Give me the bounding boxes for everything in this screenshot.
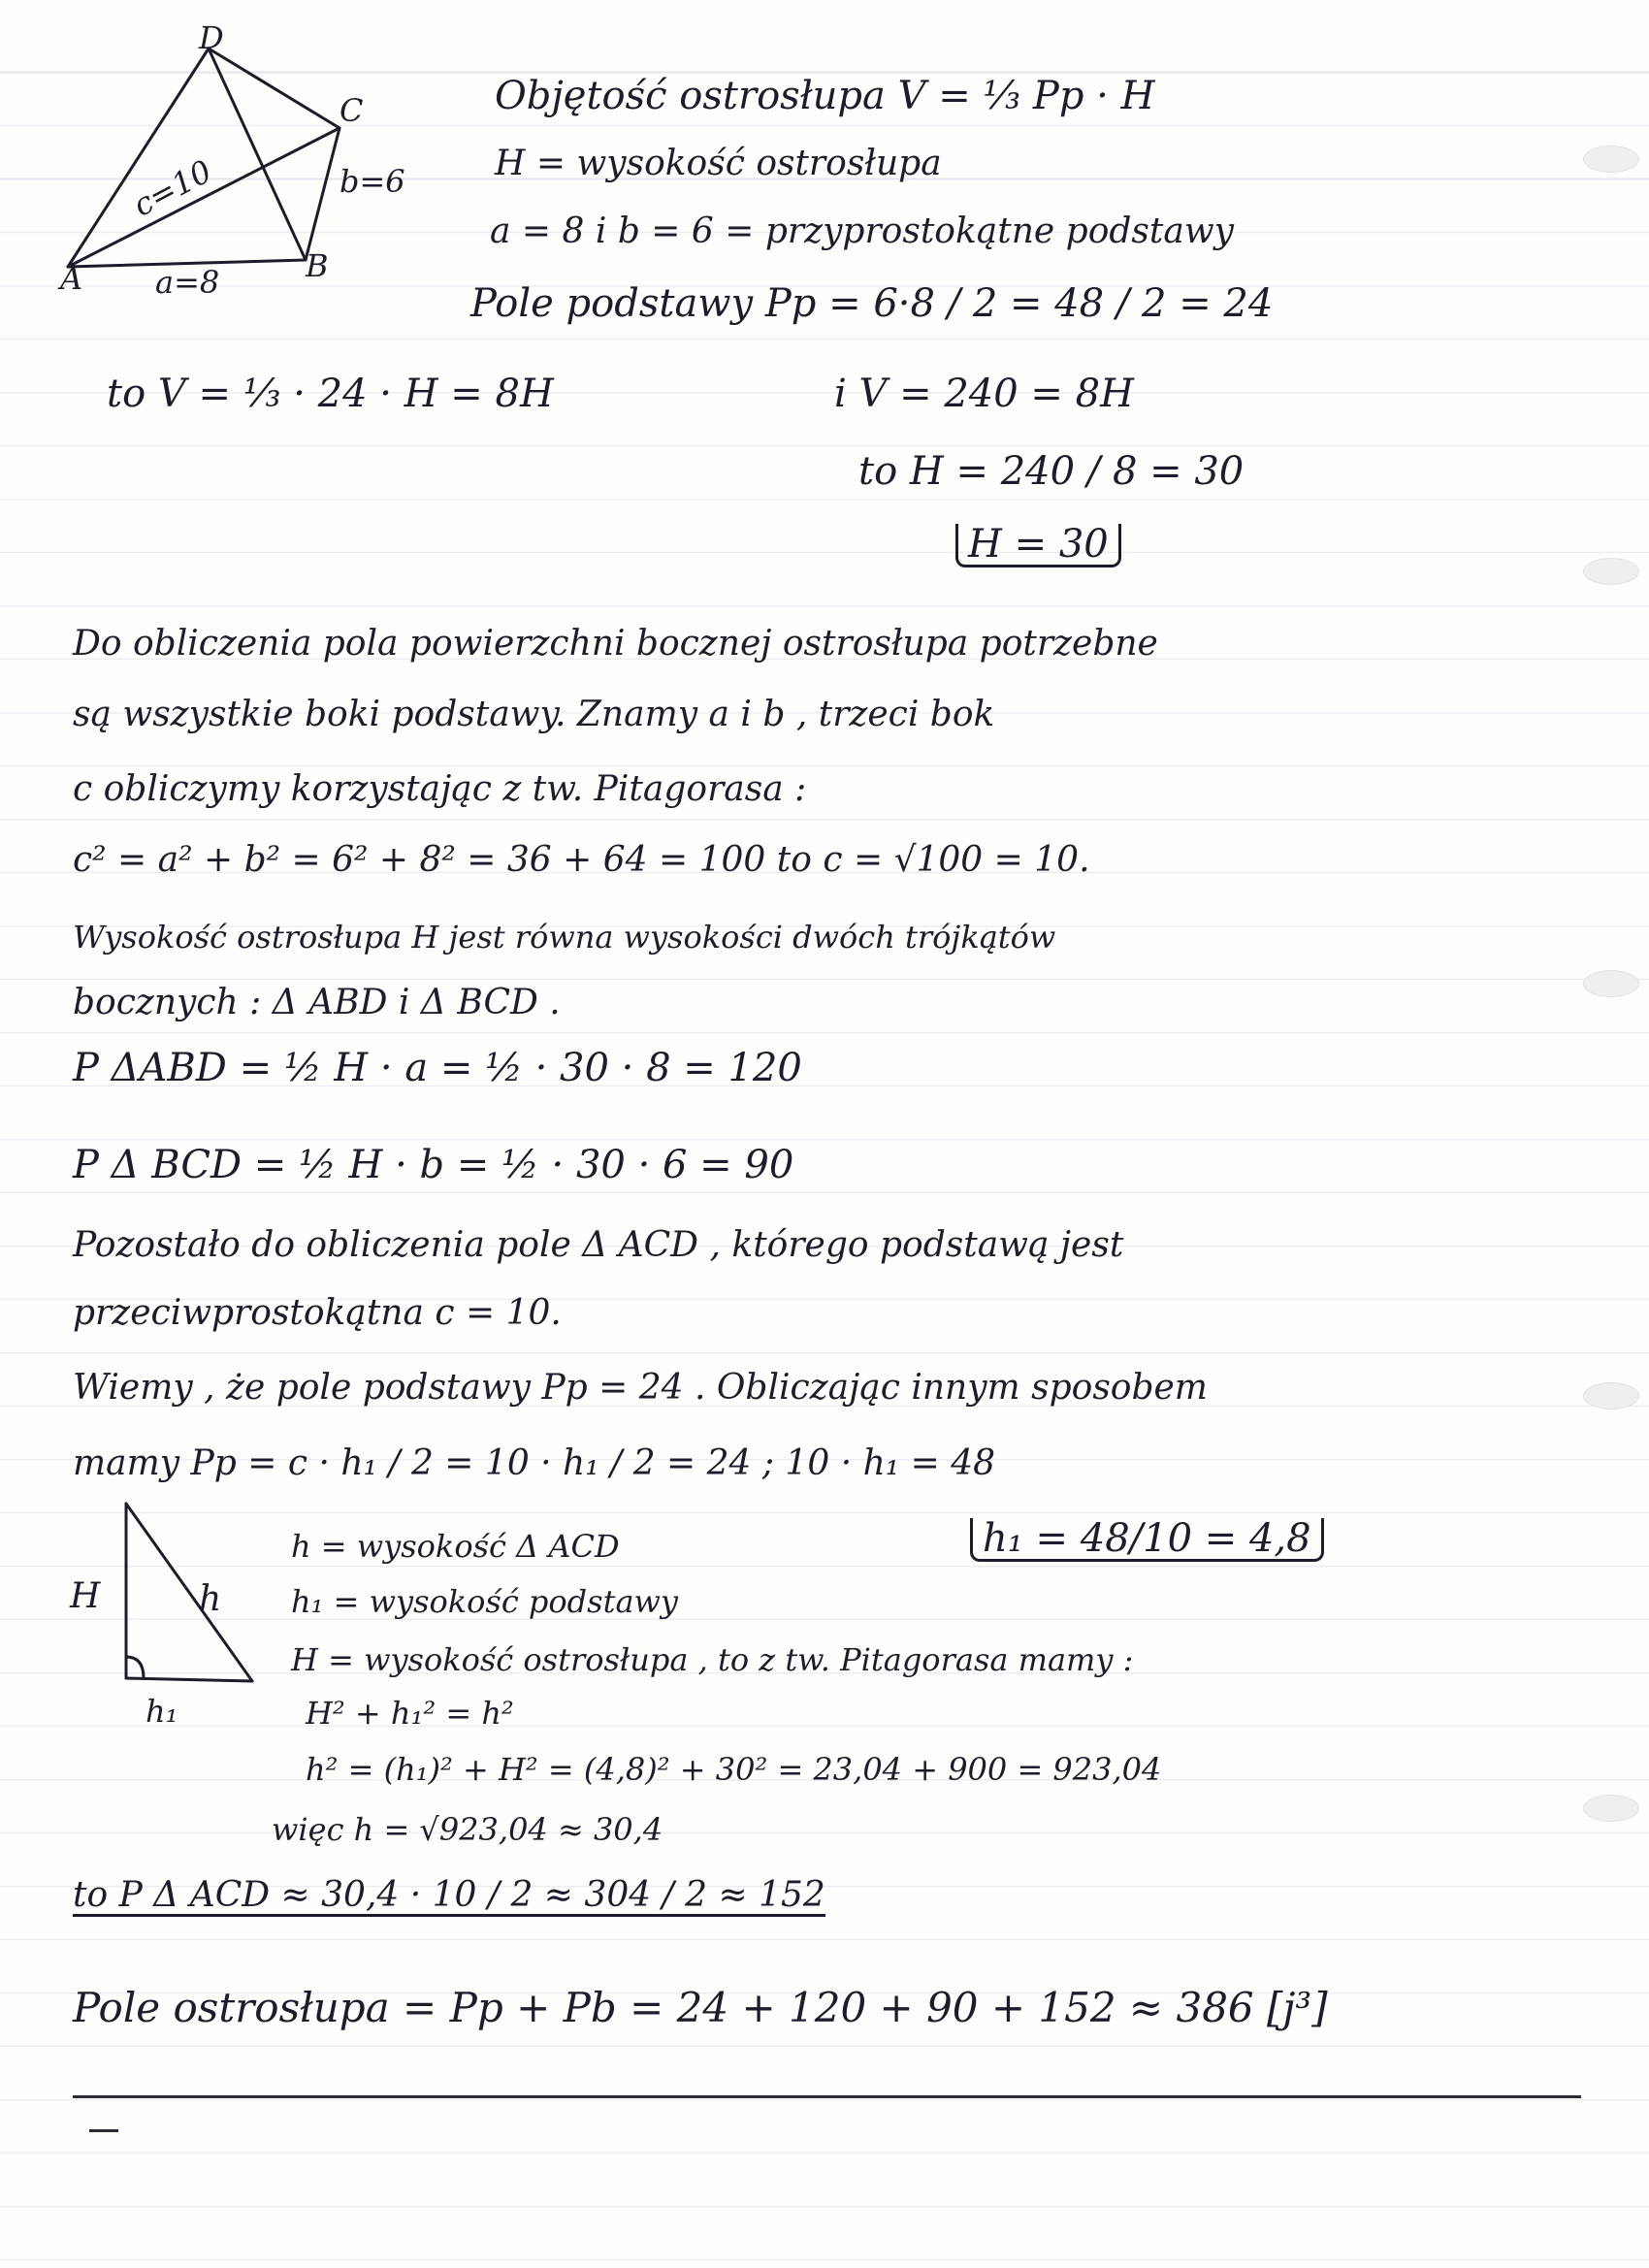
volume-formula: Objętość ostrosłupa V = ⅓ Pp · H xyxy=(495,74,1155,118)
text-line: przeciwprostokątna c = 10. xyxy=(73,1293,562,1333)
volume-given: i V = 240 = 8H xyxy=(834,372,1134,416)
text-line: Wiemy , że pole podstawy Pp = 24 . Obliczając innym sposobem xyxy=(73,1368,1208,1408)
area-abd: P ΔABD = ½ H · a = ½ · 30 · 8 = 120 xyxy=(73,1046,802,1090)
triangle-H-label: H xyxy=(70,1576,101,1616)
pythagoras-h: H² + h₁² = h² xyxy=(306,1695,514,1732)
edge-CB xyxy=(306,128,340,260)
base-height-equation: mamy Pp = c · h₁ / 2 = 10 · h₁ / 2 = 24 ; 10 · h₁ = 48 xyxy=(73,1443,996,1483)
text-line: bocznych : Δ ABD i Δ BCD . xyxy=(73,983,561,1022)
base-area: Pole podstawy Pp = 6·8 / 2 = 48 / 2 = 24 xyxy=(470,281,1274,326)
h-value: więc h = √923,04 ≈ 30,4 xyxy=(272,1811,663,1848)
vertex-B-label: B xyxy=(306,247,329,284)
pythagoras-c: c² = a² + b² = 6² + 8² = 36 + 64 = 100 to c = √100 = 10. xyxy=(73,840,1090,880)
text-line: są wszystkie boki podstawy. Znamy a i b , trzeci bok xyxy=(73,695,995,734)
edge-AD xyxy=(68,49,209,267)
pyramid-diagram xyxy=(39,19,485,310)
area-acd: to P Δ ACD ≈ 30,4 · 10 / 2 ≈ 304 / 2 ≈ 152 xyxy=(73,1875,825,1915)
triangle-h1-label: h₁ xyxy=(146,1693,178,1730)
h-squared: h² = (h₁)² + H² = (4,8)² + 30² = 23,04 + 900 = 923,04 xyxy=(306,1751,1162,1788)
vertex-D-label: D xyxy=(199,19,224,56)
volume-in-h: to V = ⅓ · 24 · H = 8H xyxy=(107,372,554,416)
final-result: Pole ostrosłupa = Pp + Pb = 24 + 120 + 90 + 152 ≈ 386 [j³] xyxy=(73,1984,1328,2031)
binder-hole xyxy=(1583,1795,1639,1822)
text-line: Do obliczenia pola powierzchni bocznej ostrosłupa potrzebne xyxy=(73,624,1158,664)
height-result: H = 30 xyxy=(955,524,1121,567)
edge-b-label: b=6 xyxy=(340,163,405,200)
height-solve: to H = 240 / 8 = 30 xyxy=(858,449,1245,494)
legs-definition: a = 8 i b = 6 = przyprostokątne podstawy xyxy=(490,211,1234,251)
vertex-A-label: A xyxy=(60,260,83,297)
text-line: Wysokość ostrosłupa H jest równa wysokości dwóch trójkątów xyxy=(73,919,1056,956)
triangle-h-label: h xyxy=(199,1579,222,1619)
closing-line xyxy=(73,2095,1581,2098)
closing-mark xyxy=(89,2129,118,2132)
binder-hole xyxy=(1583,558,1639,585)
vertex-C-label: C xyxy=(340,92,364,129)
binder-hole xyxy=(1583,146,1639,173)
h1-result: h₁ = 48/10 = 4,8 xyxy=(970,1518,1324,1562)
text-line: Pozostało do obliczenia pole Δ ACD , którego podstawą jest xyxy=(73,1225,1124,1265)
definition-h: h = wysokość Δ ACD xyxy=(291,1528,620,1565)
binder-hole xyxy=(1583,1382,1639,1409)
area-bcd: P Δ BCD = ½ H · b = ½ · 30 · 6 = 90 xyxy=(73,1143,794,1187)
height-definition: H = wysokość ostrosłupa xyxy=(495,144,942,183)
edge-a-label: a=8 xyxy=(155,264,220,301)
edge-c-label: c=10 xyxy=(127,152,218,224)
definition-H: H = wysokość ostrosłupa , to z tw. Pitagorasa mamy : xyxy=(291,1641,1134,1678)
definition-h1: h₁ = wysokość podstawy xyxy=(291,1583,678,1620)
text-line: c obliczymy korzystając z tw. Pitagorasa : xyxy=(73,769,807,809)
binder-hole xyxy=(1583,970,1639,997)
